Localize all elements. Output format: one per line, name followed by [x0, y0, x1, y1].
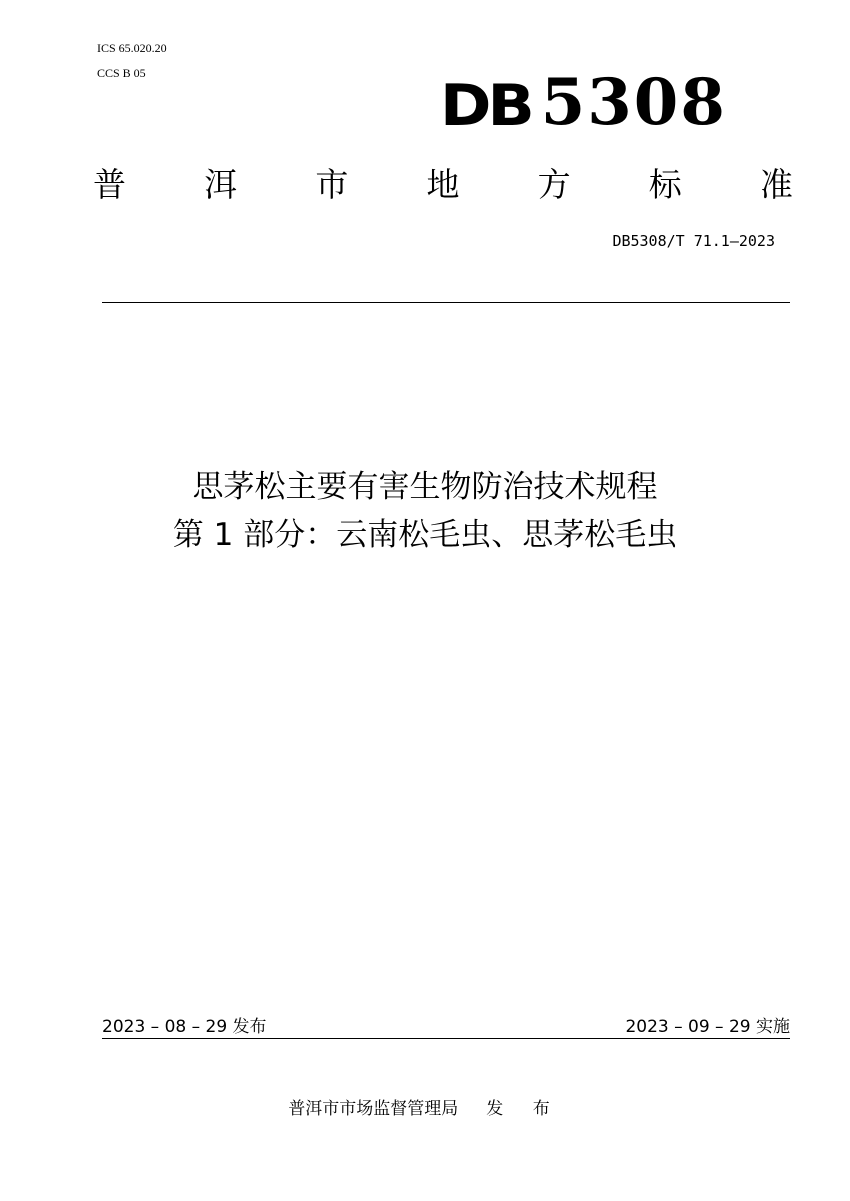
standard-number: DB5308/T 71.1—2023 — [612, 232, 775, 250]
footer-divider — [102, 1038, 790, 1039]
db-logo — [440, 65, 727, 140]
standard-type-char: 普 — [93, 165, 126, 204]
ics-code: ICS 65.020.20 — [97, 41, 167, 55]
ccs-code: CCS B 05 — [97, 66, 146, 80]
standard-type — [93, 165, 793, 205]
issue-label: 发 布 — [486, 1099, 562, 1119]
db-logo-code: 5308 — [540, 65, 727, 140]
publish-date: 2023 – 08 – 29 发布 — [102, 1017, 267, 1037]
standard-type-char: 地 — [426, 165, 460, 204]
document-subtitle: 第 1 部分：云南松毛虫、思茅松毛虫 — [172, 517, 678, 553]
standard-type-char: 标 — [648, 165, 682, 204]
standard-type-char: 洱 — [204, 165, 238, 204]
implement-date: 2023 – 09 – 29 实施 — [625, 1017, 790, 1037]
document-title: 思茅松主要有害生物防治技术规程 — [192, 469, 658, 505]
header-divider — [102, 302, 790, 303]
issuer-name: 普洱市市场监督管理局 — [288, 1099, 459, 1119]
standard-type-char: 市 — [315, 165, 349, 204]
standard-type-char: 方 — [537, 165, 571, 204]
standard-type-char: 准 — [759, 165, 793, 204]
db-logo-letters: DB — [440, 71, 531, 139]
issuer-line — [0, 1098, 850, 1120]
